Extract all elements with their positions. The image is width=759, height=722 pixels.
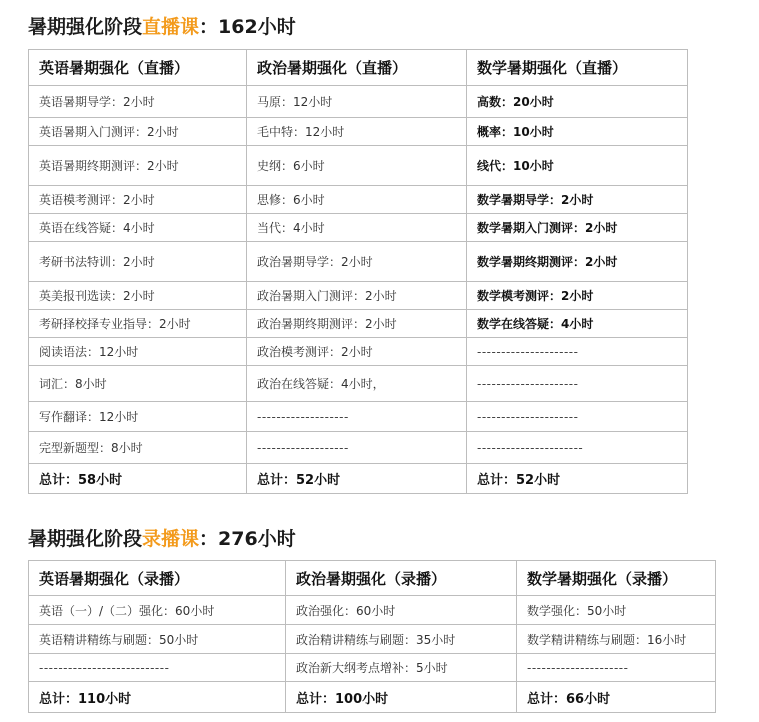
placeholder-dashes: ---------------------	[517, 654, 716, 682]
english-live-header: 英语暑期强化（直播）	[29, 50, 247, 86]
table-cell: 政治暑期入门测评：2小时	[247, 282, 467, 310]
table-cell: 数学模考测评：2小时	[467, 282, 688, 310]
politics-live-header: 政治暑期强化（直播）	[247, 50, 467, 86]
math-live-header: 数学暑期强化（直播）	[467, 50, 688, 86]
table-row	[29, 625, 716, 654]
politics-live-total: 总计：52小时	[247, 464, 467, 494]
table-cell: 概率：10小时	[467, 118, 688, 146]
table-cell: 当代：4小时	[247, 214, 467, 242]
table-cell: 英语（一）/（二）强化：60小时	[29, 596, 286, 625]
recorded-title-suffix: ：276小时	[199, 528, 296, 550]
live-title-highlight: 直播课	[142, 16, 200, 38]
table-row	[29, 654, 716, 682]
live-title-prefix: 暑期强化阶段	[28, 16, 143, 38]
table-row	[29, 186, 688, 214]
table-cell: 政治新大纲考点增补：5小时	[286, 654, 517, 682]
table-row	[29, 242, 688, 282]
placeholder-dashes: ---------------------	[467, 402, 688, 432]
table-cell: 数学暑期入门测评：2小时	[467, 214, 688, 242]
table-cell: 数学暑期导学：2小时	[467, 186, 688, 214]
table-cell: 词汇：8小时	[29, 366, 247, 402]
english-live-total: 总计：58小时	[29, 464, 247, 494]
totals-row	[29, 682, 716, 713]
placeholder-dashes: -------------------	[247, 402, 467, 432]
table-row	[29, 118, 688, 146]
table-header-row	[29, 561, 716, 596]
table-cell: 数学强化：50小时	[517, 596, 716, 625]
table-cell: 政治暑期导学：2小时	[247, 242, 467, 282]
placeholder-dashes: -------------------	[247, 432, 467, 464]
table-row	[29, 366, 688, 402]
table-cell: 阅读语法：12小时	[29, 338, 247, 366]
table-cell: 完型新题型：8小时	[29, 432, 247, 464]
table-cell: 考研择校择专业指导：2小时	[29, 310, 247, 338]
table-cell: 政治在线答疑：4小时，	[247, 366, 467, 402]
table-cell: 政治强化：60小时	[286, 596, 517, 625]
english-recorded-header: 英语暑期强化（录播）	[29, 561, 286, 596]
recorded-title-prefix: 暑期强化阶段	[28, 528, 143, 550]
table-cell: 思修：6小时	[247, 186, 467, 214]
table-cell: 英语精讲精练与刷题：50小时	[29, 625, 286, 654]
math-live-total: 总计：52小时	[467, 464, 688, 494]
table-cell: 英语暑期导学：2小时	[29, 86, 247, 118]
live-title-suffix: ：162小时	[199, 16, 296, 38]
recorded-title-highlight: 录播课	[142, 528, 200, 550]
table-header-row	[29, 50, 688, 86]
table-cell: 政治暑期终期测评：2小时	[247, 310, 467, 338]
placeholder-dashes: ---------------------	[467, 366, 688, 402]
table-cell: 英语在线答疑：4小时	[29, 214, 247, 242]
table-row	[29, 310, 688, 338]
english-recorded-total: 总计：110小时	[29, 682, 286, 713]
recorded-section-title	[28, 524, 296, 551]
live-courses-table	[28, 49, 688, 494]
table-cell: 毛中特：12小时	[247, 118, 467, 146]
recorded-courses-table	[28, 560, 716, 713]
placeholder-dashes: ---------------------	[467, 338, 688, 366]
table-cell: 马原：12小时	[247, 86, 467, 118]
placeholder-dashes: ----------------------	[467, 432, 688, 464]
table-cell: 英语模考测评：2小时	[29, 186, 247, 214]
table-cell: 史纲：6小时	[247, 146, 467, 186]
table-cell: 数学在线答疑：4小时	[467, 310, 688, 338]
table-cell: 英美报刊选读：2小时	[29, 282, 247, 310]
table-row	[29, 402, 688, 432]
table-row	[29, 86, 688, 118]
politics-recorded-total: 总计：100小时	[286, 682, 517, 713]
table-row	[29, 282, 688, 310]
table-row	[29, 432, 688, 464]
politics-recorded-header: 政治暑期强化（录播）	[286, 561, 517, 596]
math-recorded-total: 总计：66小时	[517, 682, 716, 713]
table-cell: 线代：10小时	[467, 146, 688, 186]
placeholder-dashes: ---------------------------	[29, 654, 286, 682]
table-cell: 考研书法特训：2小时	[29, 242, 247, 282]
table-cell: 英语暑期入门测评：2小时	[29, 118, 247, 146]
table-cell: 高数：20小时	[467, 86, 688, 118]
table-row	[29, 596, 716, 625]
table-row	[29, 214, 688, 242]
table-row	[29, 338, 688, 366]
table-cell: 英语暑期终期测评：2小时	[29, 146, 247, 186]
math-recorded-header: 数学暑期强化（录播）	[517, 561, 716, 596]
table-cell: 政治模考测评：2小时	[247, 338, 467, 366]
totals-row	[29, 464, 688, 494]
live-section-title	[28, 12, 296, 39]
table-row	[29, 146, 688, 186]
table-cell: 写作翻译：12小时	[29, 402, 247, 432]
table-cell: 政治精讲精练与刷题：35小时	[286, 625, 517, 654]
table-cell: 数学暑期终期测评：2小时	[467, 242, 688, 282]
table-cell: 数学精讲精练与刷题：16小时	[517, 625, 716, 654]
